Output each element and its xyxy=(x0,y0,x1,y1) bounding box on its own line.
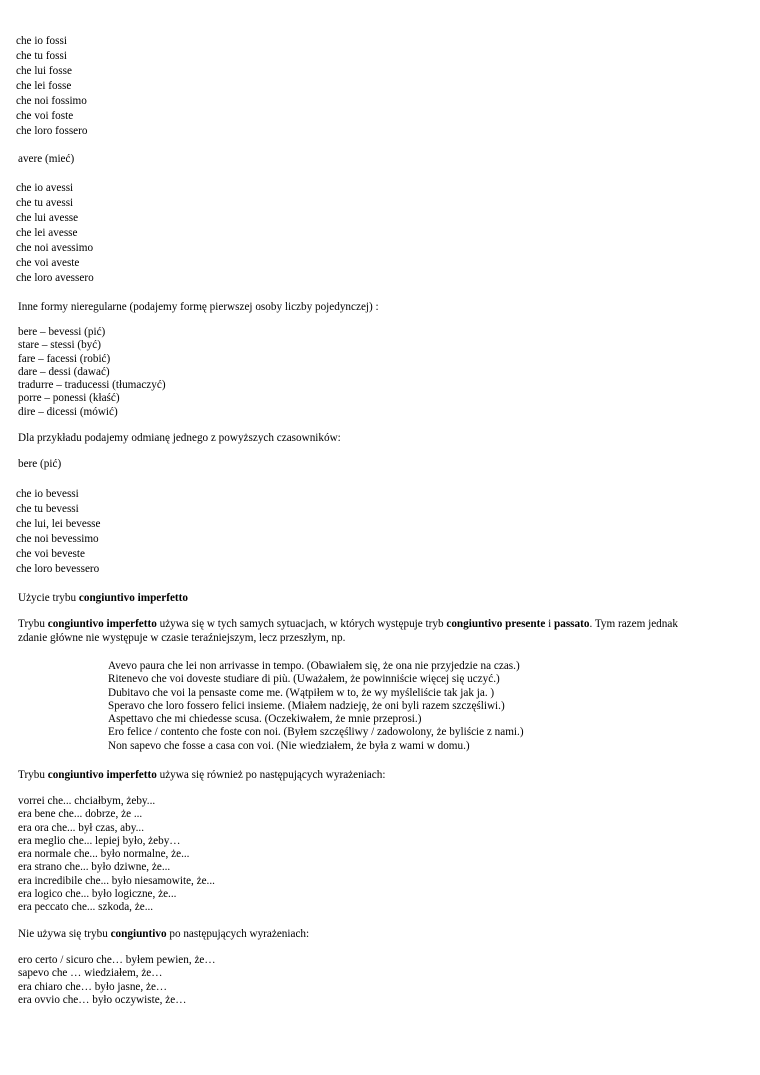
list-item: che loro fossero xyxy=(16,125,88,137)
list-item: che voi foste xyxy=(16,110,74,122)
example-sentence: Ero felice / contento che foste con noi. (Byłem szczęśliwy / zadowolony, że byliście z nami.) xyxy=(108,726,524,739)
not-used-intro xyxy=(18,927,309,942)
bere-heading-block xyxy=(18,457,61,472)
example-sentence: Dubitavo che voi la pensaste come me. (Wątpiłem w to, że wy myśleliście tak jak ja. ) xyxy=(108,686,495,699)
irregular-intro-block xyxy=(18,300,379,315)
term: congiuntivo imperfetto xyxy=(47,618,157,630)
text-run: . Tym razem jednak zdanie główne nie występuje w czasie teraźniejszym, lecz przeszłym, np. xyxy=(18,618,678,644)
list-item: che lei avesse xyxy=(16,227,78,239)
text-run: po następujących wyrażeniach: xyxy=(166,928,310,940)
list-item: era bene che... dobrze, że ... xyxy=(18,808,143,821)
bere-heading: bere (pić) xyxy=(18,458,62,470)
list-item: era logico che... było logiczne, że... xyxy=(18,888,177,901)
example-sentence: Speravo che loro fossero felici insieme. (Miałem nadzieję, że oni byli razem szczęśliwi.) xyxy=(108,699,505,712)
list-item: che noi fossimo xyxy=(16,95,87,107)
example-sentence: Non sapevo che fosse a casa con voi. (Nie wiedziałem, że była z wami w domu.) xyxy=(108,739,470,752)
list-item: era ovvio che… było oczywiste, że… xyxy=(18,993,187,1006)
list-item: era peccato che... szkoda, że... xyxy=(18,901,154,914)
examples-list xyxy=(108,660,524,753)
term: passato xyxy=(554,618,590,630)
example-sentence: Avevo paura che lei non arrivasse in tempo. (Obawiałem się, że ona nie przyjedzie na czas.) xyxy=(108,660,520,672)
list-item: che lei fosse xyxy=(16,80,72,92)
list-item: che tu avessi xyxy=(16,197,74,209)
avere-conjugation-list xyxy=(16,181,94,286)
not-used-list xyxy=(18,954,216,1007)
list-item: era strano che... było dziwne, że... xyxy=(18,861,171,874)
example-sentence: Aspettavo che mi chiedesse scusa. (Oczekiwałem, że mnie przeprosi.) xyxy=(108,713,422,726)
essere-conjugation-list xyxy=(16,34,87,139)
list-item: che tu fossi xyxy=(16,50,67,62)
text-run: Trybu xyxy=(18,618,48,630)
term: congiuntivo presente xyxy=(446,618,546,630)
text-run: Trybu xyxy=(18,769,48,781)
list-item: che voi aveste xyxy=(16,257,80,269)
list-item: che loro bevessero xyxy=(16,563,100,575)
list-item: che voi beveste xyxy=(16,548,85,560)
example-intro-block xyxy=(18,431,341,446)
usage-paragraph xyxy=(18,617,678,645)
text-run: używa się również po następujących wyrażeniach: xyxy=(156,769,386,781)
list-item: era ora che... był czas, aby... xyxy=(18,821,145,834)
list-item: che io avessi xyxy=(16,182,74,194)
usage-heading-term: congiuntivo imperfetto xyxy=(78,592,188,604)
avere-heading: avere (mieć) xyxy=(18,153,75,165)
irregular-forms-list xyxy=(18,326,166,419)
list-item: dare – dessi (dawać) xyxy=(18,365,110,378)
expressions-list xyxy=(18,795,215,915)
avere-heading-block xyxy=(18,152,74,167)
text-run: i xyxy=(545,618,555,630)
list-item: che lui, lei bevesse xyxy=(16,518,101,530)
list-item: che tu bevessi xyxy=(16,503,79,515)
list-item: era chiaro che… było jasne, że… xyxy=(18,980,168,993)
list-item: fare – facessi (robić) xyxy=(18,352,111,365)
list-item: che noi bevessimo xyxy=(16,533,99,545)
list-item: porre – ponessi (kłaść) xyxy=(18,392,120,405)
list-item: stare – stessi (być) xyxy=(18,339,101,352)
list-item: sapevo che … wiedziałem, że… xyxy=(18,967,163,980)
after-expressions-intro xyxy=(18,768,385,783)
text-run: używa się w tych samych sytuacjach, w których występuje tryb xyxy=(156,618,447,630)
list-item: che io bevessi xyxy=(16,488,79,500)
example-sentence: Ritenevo che voi doveste studiare di più. (Uważałem, że powinniście więcej się uczyć.) xyxy=(108,673,500,686)
list-item: era normale che... było normalne, że... xyxy=(18,848,190,861)
list-item: tradurre – traducessi (tłumaczyć) xyxy=(18,379,166,392)
usage-heading-prefix: Użycie trybu xyxy=(18,592,79,604)
list-item: era meglio che... lepiej było, żeby… xyxy=(18,834,181,847)
usage-heading xyxy=(18,591,188,606)
list-item: che io fossi xyxy=(16,35,67,47)
list-item: bere – bevessi (pić) xyxy=(18,326,106,338)
bere-conjugation-list xyxy=(16,487,101,577)
list-item: che noi avessimo xyxy=(16,242,94,254)
term: congiuntivo xyxy=(110,928,167,940)
list-item: era incredibile che... było niesamowite, że... xyxy=(18,874,215,887)
irregular-intro: Inne formy nieregularne (podajemy formę pierwszej osoby liczby pojedynczej) : xyxy=(18,301,379,313)
list-item: ero certo / sicuro che… byłem pewien, że… xyxy=(18,954,216,966)
term: congiuntivo imperfetto xyxy=(47,769,157,781)
text-run: Nie używa się trybu xyxy=(18,928,111,940)
list-item: che loro avessero xyxy=(16,272,94,284)
list-item: che lui avesse xyxy=(16,212,79,224)
list-item: vorrei che... chciałbym, żeby... xyxy=(18,795,156,807)
example-intro: Dla przykładu podajemy odmianę jednego z powyższych czasowników: xyxy=(18,432,341,444)
list-item: che lui fosse xyxy=(16,65,72,77)
list-item: dire – dicessi (mówić) xyxy=(18,405,118,418)
